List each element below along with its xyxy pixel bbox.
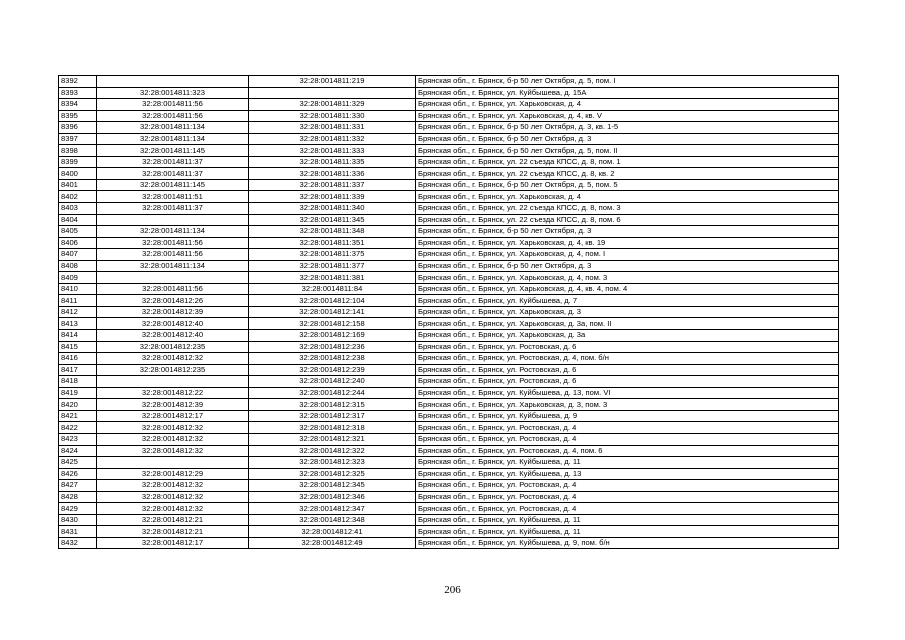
address-cell: Брянская обл., г. Брянск, ул. Харьковская, д. 4, кв. 4, пом. 4: [416, 283, 839, 295]
parcel-number-cell: 32:28:0014811:56: [97, 249, 249, 261]
row-number-cell: 8394: [59, 99, 97, 111]
row-number-cell: 8422: [59, 422, 97, 434]
address-cell: Брянская обл., г. Брянск, ул. Ростовская, д. 4: [416, 422, 839, 434]
table-row: [59, 399, 839, 411]
row-number-cell: 8395: [59, 110, 97, 122]
row-number-cell: 8412: [59, 306, 97, 318]
address-cell: Брянская обл., г. Брянск, б-р 50 лет Октября, д. 5, пом. II: [416, 145, 839, 157]
object-number-cell: [249, 87, 416, 99]
address-cell: Брянская обл., г. Брянск, ул. Куйбышева, д. 9: [416, 410, 839, 422]
table-row: [59, 341, 839, 353]
row-number-cell: 8397: [59, 133, 97, 145]
address-cell: Брянская обл., г. Брянск, б-р 50 лет Октября, д. 3: [416, 226, 839, 238]
address-cell: Брянская обл., г. Брянск, ул. Ростовская, д. 4, пом. б/н: [416, 353, 839, 365]
object-number-cell: 32:28:0014811:348: [249, 226, 416, 238]
object-number-cell: 32:28:0014811:375: [249, 249, 416, 261]
parcel-number-cell: [97, 376, 249, 388]
table-row: [59, 260, 839, 272]
address-cell: Брянская обл., г. Брянск, ул. Харьковская, д. 4, кв. V: [416, 110, 839, 122]
parcel-number-cell: 32:28:0014811:323: [97, 87, 249, 99]
parcel-number-cell: 32:28:0014812:32: [97, 433, 249, 445]
row-number-cell: 8429: [59, 503, 97, 515]
address-cell: Брянская обл., г. Брянск, ул. Ростовская, д. 4: [416, 503, 839, 515]
parcel-number-cell: 32:28:0014811:37: [97, 203, 249, 215]
row-number-cell: 8410: [59, 283, 97, 295]
table-row: [59, 364, 839, 376]
row-number-cell: 8400: [59, 168, 97, 180]
object-number-cell: 32:28:0014811:336: [249, 168, 416, 180]
table-row: [59, 145, 839, 157]
parcel-number-cell: [97, 272, 249, 284]
parcel-number-cell: 32:28:0014811:134: [97, 122, 249, 134]
address-cell: Брянская обл., г. Брянск, ул. Куйбышева, д. 11: [416, 457, 839, 469]
row-number-cell: 8427: [59, 480, 97, 492]
parcel-number-cell: 32:28:0014812:32: [97, 353, 249, 365]
row-number-cell: 8407: [59, 249, 97, 261]
table-row: [59, 514, 839, 526]
address-cell: Брянская обл., г. Брянск, ул. Куйбышева, д. 13, пом. VI: [416, 387, 839, 399]
object-number-cell: 32:28:0014811:337: [249, 179, 416, 191]
object-number-cell: 32:28:0014812:41: [249, 526, 416, 538]
address-cell: Брянская обл., г. Брянск, ул. Ростовская, д. 6: [416, 364, 839, 376]
row-number-cell: 8414: [59, 330, 97, 342]
object-number-cell: 32:28:0014812:239: [249, 364, 416, 376]
table-row: [59, 191, 839, 203]
row-number-cell: 8419: [59, 387, 97, 399]
parcel-number-cell: 32:28:0014812:26: [97, 295, 249, 307]
parcel-number-cell: 32:28:0014811:37: [97, 156, 249, 168]
table-row: [59, 214, 839, 226]
table-row: [59, 272, 839, 284]
object-number-cell: 32:28:0014812:240: [249, 376, 416, 388]
address-cell: Брянская обл., г. Брянск, ул. 22 съезда КПСС, д. 8, пом. 3: [416, 203, 839, 215]
table-row: [59, 110, 839, 122]
row-number-cell: 8408: [59, 260, 97, 272]
object-number-cell: 32:28:0014812:315: [249, 399, 416, 411]
parcel-number-cell: 32:28:0014812:21: [97, 526, 249, 538]
object-number-cell: 32:28:0014812:347: [249, 503, 416, 515]
table-row: [59, 410, 839, 422]
row-number-cell: 8423: [59, 433, 97, 445]
address-cell: Брянская обл., г. Брянск, ул. Куйбышева, д. 11: [416, 526, 839, 538]
table-row: [59, 133, 839, 145]
parcel-number-cell: 32:28:0014812:32: [97, 503, 249, 515]
object-number-cell: 32:28:0014812:238: [249, 353, 416, 365]
table-row: [59, 226, 839, 238]
table-row: [59, 295, 839, 307]
parcel-number-cell: 32:28:0014812:17: [97, 410, 249, 422]
row-number-cell: 8432: [59, 537, 97, 549]
address-cell: Брянская обл., г. Брянск, ул. Харьковская, д. 4: [416, 191, 839, 203]
row-number-cell: 8411: [59, 295, 97, 307]
parcel-number-cell: 32:28:0014811:56: [97, 110, 249, 122]
table-row: [59, 99, 839, 111]
table-row: [59, 76, 839, 88]
table-row: [59, 318, 839, 330]
row-number-cell: 8409: [59, 272, 97, 284]
address-cell: Брянская обл., г. Брянск, ул. Куйбышева, д. 11: [416, 514, 839, 526]
table-row: [59, 168, 839, 180]
parcel-number-cell: 32:28:0014812:32: [97, 491, 249, 503]
object-number-cell: 32:28:0014811:332: [249, 133, 416, 145]
table-row: [59, 457, 839, 469]
object-number-cell: 32:28:0014811:351: [249, 237, 416, 249]
object-number-cell: 32:28:0014811:331: [249, 122, 416, 134]
parcel-number-cell: 32:28:0014811:145: [97, 179, 249, 191]
table-row: [59, 249, 839, 261]
parcel-number-cell: 32:28:0014811:51: [97, 191, 249, 203]
address-cell: Брянская обл., г. Брянск, ул. 22 съезда КПСС, д. 8, пом. 6: [416, 214, 839, 226]
table-row: [59, 283, 839, 295]
parcel-number-cell: 32:28:0014812:32: [97, 422, 249, 434]
row-number-cell: 8421: [59, 410, 97, 422]
address-cell: Брянская обл., г. Брянск, ул. Ростовская, д. 4: [416, 433, 839, 445]
parcel-number-cell: 32:28:0014812:235: [97, 364, 249, 376]
address-cell: Брянская обл., г. Брянск, б-р 50 лет Октября, д. 5, пом. 5: [416, 179, 839, 191]
address-cell: Брянская обл., г. Брянск, б-р 50 лет Октября, д. 5, пом. I: [416, 76, 839, 88]
parcel-number-cell: 32:28:0014812:32: [97, 445, 249, 457]
object-number-cell: 32:28:0014812:345: [249, 480, 416, 492]
object-number-cell: 32:28:0014812:325: [249, 468, 416, 480]
parcel-number-cell: 32:28:0014812:39: [97, 306, 249, 318]
parcel-number-cell: 32:28:0014812:21: [97, 514, 249, 526]
object-number-cell: 32:28:0014811:330: [249, 110, 416, 122]
table-row: [59, 433, 839, 445]
object-number-cell: 32:28:0014812:346: [249, 491, 416, 503]
row-number-cell: 8415: [59, 341, 97, 353]
address-cell: Брянская обл., г. Брянск, ул. Куйбышева, д. 9, пом. б/н: [416, 537, 839, 549]
table-row: [59, 526, 839, 538]
address-cell: Брянская обл., г. Брянск, ул. Харьковская, д. 3а: [416, 330, 839, 342]
row-number-cell: 8405: [59, 226, 97, 238]
address-cell: Брянская обл., г. Брянск, б-р 50 лет Октября, д. 3, кв. 1-5: [416, 122, 839, 134]
address-cell: Брянская обл., г. Брянск, ул. Харьковская, д. 3а, пом. II: [416, 318, 839, 330]
row-number-cell: 8406: [59, 237, 97, 249]
parcel-number-cell: 32:28:0014811:134: [97, 226, 249, 238]
address-cell: Брянская обл., г. Брянск, ул. Ростовская, д. 6: [416, 376, 839, 388]
row-number-cell: 8431: [59, 526, 97, 538]
object-number-cell: 32:28:0014811:340: [249, 203, 416, 215]
address-cell: Брянская обл., г. Брянск, ул. Харьковская, д. 4, пом. 3: [416, 272, 839, 284]
object-number-cell: 32:28:0014812:158: [249, 318, 416, 330]
row-number-cell: 8426: [59, 468, 97, 480]
registry-table-body: [59, 76, 839, 549]
table-row: [59, 330, 839, 342]
row-number-cell: 8418: [59, 376, 97, 388]
object-number-cell: 32:28:0014812:236: [249, 341, 416, 353]
row-number-cell: 8428: [59, 491, 97, 503]
address-cell: Брянская обл., г. Брянск, ул. Харьковская, д. 4, пом. I: [416, 249, 839, 261]
object-number-cell: 32:28:0014812:323: [249, 457, 416, 469]
table-row: [59, 156, 839, 168]
address-cell: Брянская обл., г. Брянск, ул. Харьковская, д. 4, кв. 19: [416, 237, 839, 249]
object-number-cell: 32:28:0014812:318: [249, 422, 416, 434]
object-number-cell: 32:28:0014812:104: [249, 295, 416, 307]
page-number: 206: [444, 584, 461, 596]
object-number-cell: 32:28:0014811:345: [249, 214, 416, 226]
object-number-cell: 32:28:0014812:317: [249, 410, 416, 422]
table-row: [59, 306, 839, 318]
row-number-cell: 8420: [59, 399, 97, 411]
parcel-number-cell: 32:28:0014812:235: [97, 341, 249, 353]
parcel-number-cell: 32:28:0014812:32: [97, 480, 249, 492]
parcel-number-cell: 32:28:0014811:56: [97, 99, 249, 111]
object-number-cell: 32:28:0014811:333: [249, 145, 416, 157]
row-number-cell: 8399: [59, 156, 97, 168]
table-row: [59, 422, 839, 434]
row-number-cell: 8430: [59, 514, 97, 526]
object-number-cell: 32:28:0014812:49: [249, 537, 416, 549]
table-row: [59, 468, 839, 480]
object-number-cell: 32:28:0014812:321: [249, 433, 416, 445]
object-number-cell: 32:28:0014812:322: [249, 445, 416, 457]
address-cell: Брянская обл., г. Брянск, ул. Ростовская, д. 4: [416, 480, 839, 492]
table-row: [59, 503, 839, 515]
object-number-cell: 32:28:0014812:348: [249, 514, 416, 526]
table-row: [59, 122, 839, 134]
object-number-cell: 32:28:0014811:381: [249, 272, 416, 284]
registry-table: [58, 75, 839, 549]
row-number-cell: 8401: [59, 179, 97, 191]
parcel-number-cell: 32:28:0014812:17: [97, 537, 249, 549]
table-row: [59, 480, 839, 492]
row-number-cell: 8417: [59, 364, 97, 376]
parcel-number-cell: 32:28:0014811:56: [97, 237, 249, 249]
table-row: [59, 376, 839, 388]
address-cell: Брянская обл., г. Брянск, ул. Ростовская, д. 4: [416, 491, 839, 503]
address-cell: Брянская обл., г. Брянск, ул. 22 съезда КПСС, д. 8, кв. 2: [416, 168, 839, 180]
row-number-cell: 8425: [59, 457, 97, 469]
row-number-cell: 8416: [59, 353, 97, 365]
object-number-cell: 32:28:0014811:377: [249, 260, 416, 272]
address-cell: Брянская обл., г. Брянск, ул. Куйбышева, д. 13: [416, 468, 839, 480]
address-cell: Брянская обл., г. Брянск, ул. 22 съезда КПСС, д. 8, пом. 1: [416, 156, 839, 168]
parcel-number-cell: 32:28:0014811:145: [97, 145, 249, 157]
address-cell: Брянская обл., г. Брянск, ул. Харьковская, д. 3: [416, 306, 839, 318]
parcel-number-cell: [97, 214, 249, 226]
address-cell: Брянская обл., г. Брянск, б-р 50 лет Октября, д. 3: [416, 133, 839, 145]
table-row: [59, 387, 839, 399]
object-number-cell: 32:28:0014811:329: [249, 99, 416, 111]
parcel-number-cell: 32:28:0014812:40: [97, 330, 249, 342]
parcel-number-cell: 32:28:0014812:39: [97, 399, 249, 411]
row-number-cell: 8413: [59, 318, 97, 330]
row-number-cell: 8404: [59, 214, 97, 226]
table-row: [59, 237, 839, 249]
object-number-cell: 32:28:0014811:84: [249, 283, 416, 295]
row-number-cell: 8424: [59, 445, 97, 457]
row-number-cell: 8393: [59, 87, 97, 99]
row-number-cell: 8402: [59, 191, 97, 203]
parcel-number-cell: 32:28:0014811:37: [97, 168, 249, 180]
table-row: [59, 445, 839, 457]
table-row: [59, 203, 839, 215]
object-number-cell: 32:28:0014811:219: [249, 76, 416, 88]
table-row: [59, 87, 839, 99]
table-row: [59, 179, 839, 191]
address-cell: Брянская обл., г. Брянск, ул. Куйбышева, д. 15А: [416, 87, 839, 99]
object-number-cell: 32:28:0014811:339: [249, 191, 416, 203]
table-row: [59, 491, 839, 503]
parcel-number-cell: 32:28:0014812:40: [97, 318, 249, 330]
parcel-number-cell: 32:28:0014811:134: [97, 133, 249, 145]
parcel-number-cell: 32:28:0014811:56: [97, 283, 249, 295]
address-cell: Брянская обл., г. Брянск, ул. Харьковская, д. 3, пом. 3: [416, 399, 839, 411]
address-cell: Брянская обл., г. Брянск, ул. Ростовская, д. 6: [416, 341, 839, 353]
address-cell: Брянская обл., г. Брянск, ул. Ростовская, д. 4, пом. 6: [416, 445, 839, 457]
row-number-cell: 8403: [59, 203, 97, 215]
parcel-number-cell: 32:28:0014812:29: [97, 468, 249, 480]
address-cell: Брянская обл., г. Брянск, ул. Куйбышева, д. 7: [416, 295, 839, 307]
parcel-number-cell: 32:28:0014812:22: [97, 387, 249, 399]
row-number-cell: 8392: [59, 76, 97, 88]
table-row: [59, 353, 839, 365]
parcel-number-cell: [97, 76, 249, 88]
object-number-cell: 32:28:0014812:141: [249, 306, 416, 318]
object-number-cell: 32:28:0014811:335: [249, 156, 416, 168]
parcel-number-cell: [97, 457, 249, 469]
row-number-cell: 8396: [59, 122, 97, 134]
object-number-cell: 32:28:0014812:169: [249, 330, 416, 342]
address-cell: Брянская обл., г. Брянск, ул. Харьковская, д. 4: [416, 99, 839, 111]
object-number-cell: 32:28:0014812:244: [249, 387, 416, 399]
table-row: [59, 537, 839, 549]
row-number-cell: 8398: [59, 145, 97, 157]
parcel-number-cell: 32:28:0014811:134: [97, 260, 249, 272]
address-cell: Брянская обл., г. Брянск, б-р 50 лет Октября, д. 3: [416, 260, 839, 272]
